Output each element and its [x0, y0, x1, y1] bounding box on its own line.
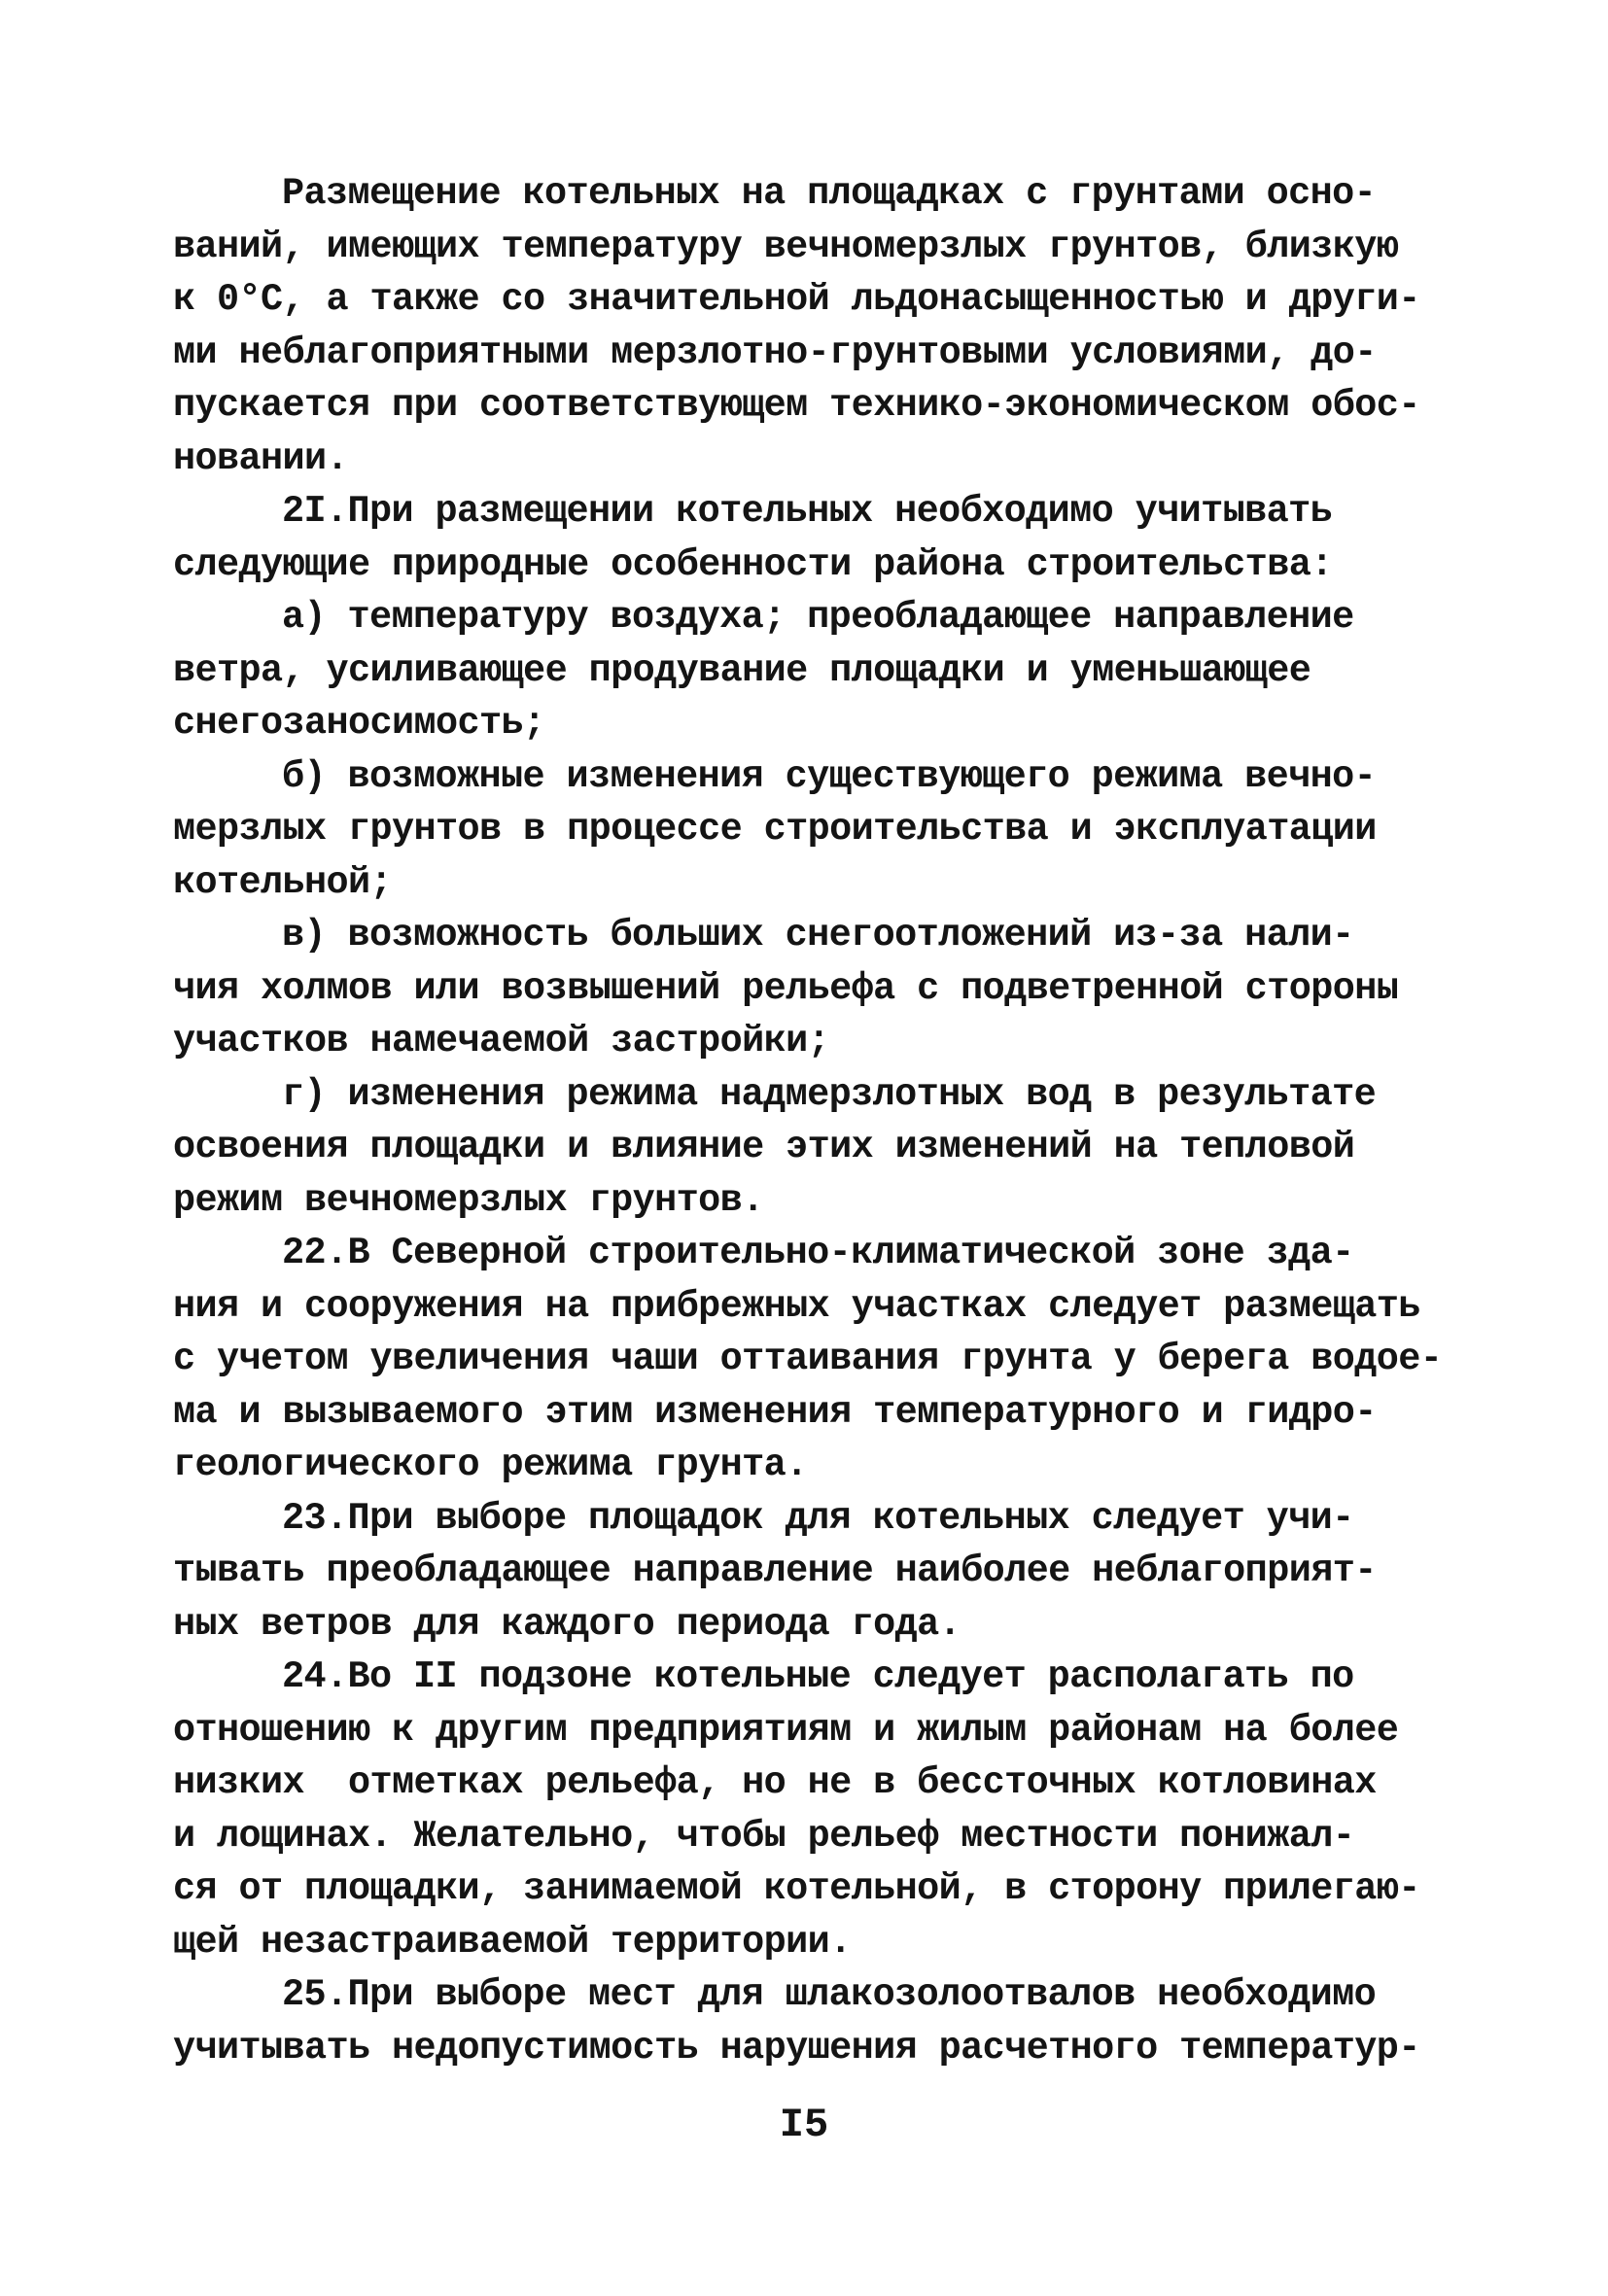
text-line: следующие природные особенности района строительства:	[173, 542, 1333, 586]
text-line: 24.Во II подзоне котельные следует располагать по	[282, 1655, 1354, 1698]
text-line: и лощинах. Желательно, чтобы рельеф местности понижал-	[173, 1814, 1355, 1858]
text-line: Размещение котельных на площадках с грунтами осно-	[282, 172, 1377, 215]
text-line: тывать преобладающее направление наиболее неблагоприят-	[173, 1549, 1377, 1592]
body-text	[173, 167, 1456, 2074]
text-line: освоения площадки и влияние этих изменений на тепловой	[173, 1126, 1355, 1168]
text-line: 25.При выборе мест для шлакозолоотвалов необходимо	[282, 1973, 1377, 2016]
text-line: ваний, имеющих температуру вечномерзлых грунтов, близкую	[173, 225, 1399, 268]
text-line: новании.	[173, 436, 349, 480]
text-line: 23.При выборе площадок для котельных следует учи-	[282, 1496, 1354, 1540]
text-line: 22.В Северной строительно-климатической зоне зда-	[282, 1232, 1354, 1274]
text-line: 2I.При размещении котельных необходимо учитывать	[282, 490, 1333, 533]
text-line: мерзлых грунтов в процессе строительства и эксплуатации	[173, 808, 1377, 851]
text-line: ма и вызываемого этим изменения температурного и гидро-	[173, 1390, 1377, 1434]
text-line: чия холмов или возвышений рельефа с подветренной стороны	[173, 966, 1399, 1010]
text-line: к 0°С, а также со значительной льдонасыщенностью и други-	[173, 278, 1420, 321]
text-line: ветра, усиливающее продувание площадки и уменьшающее	[173, 648, 1311, 692]
text-line: режим вечномерзлых грунтов.	[173, 1178, 764, 1222]
text-line: г) изменения режима надмерзлотных вод в результате	[282, 1072, 1377, 1116]
text-line: с учетом увеличения чаши оттаивания грунта у берега водое-	[173, 1338, 1443, 1380]
text-line: ми неблагоприятными мерзлотно-грунтовыми условиями, до-	[173, 330, 1377, 374]
text-line: ных ветров для каждого периода года.	[173, 1602, 961, 1646]
text-line: геологического режима грунта.	[173, 1444, 808, 1486]
text-line: учитывать недопустимость нарушения расчетного температур-	[173, 2026, 1420, 2070]
text-line: снегозаносимость;	[173, 702, 545, 745]
text-line: котельной;	[173, 860, 393, 904]
text-line: пускается при соответствующем технико-экономическом обос-	[173, 384, 1420, 427]
text-line: ния и сооружения на прибрежных участках следует размещать	[173, 1284, 1420, 1328]
text-line: низких отметках рельефа, но не в бессточных котловинах	[173, 1761, 1377, 1804]
text-line: ся от площадки, занимаемой котельной, в сторону прилегаю-	[173, 1867, 1420, 1910]
text-line: б) возможные изменения существующего режима вечно-	[282, 754, 1377, 798]
text-line: щей незастраиваемой территории.	[173, 1920, 852, 1964]
page-number: I5	[779, 2102, 829, 2148]
text-line: в) возможность больших снегоотложений из-за нали-	[282, 914, 1354, 957]
text-line: а) температуру воздуха; преобладающее направление	[282, 596, 1354, 639]
text-line: отношению к другим предприятиям и жилым районам на более	[173, 1708, 1399, 1752]
text-line: участков намечаемой застройки;	[173, 1020, 830, 1062]
